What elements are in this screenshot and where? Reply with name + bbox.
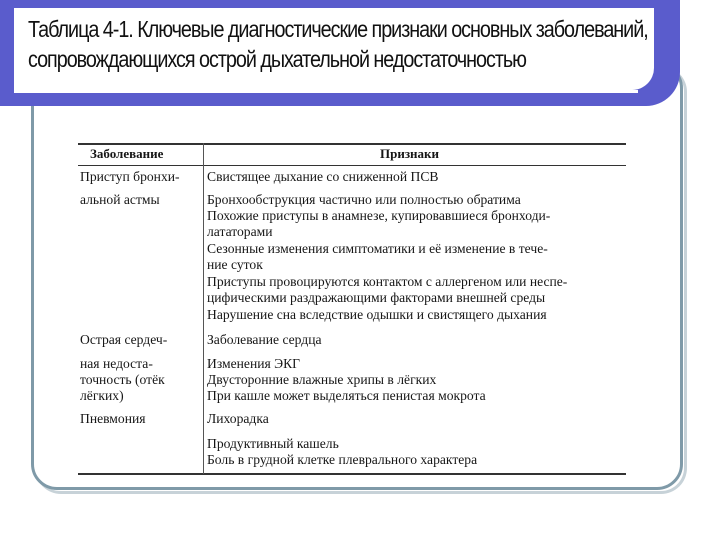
sign-line: цифическими раздражающими факторами внешней среды	[207, 290, 546, 305]
title-band	[0, 0, 680, 106]
sign-line: Приступы провоцируются контактом с аллергеном или неспе-	[207, 274, 568, 289]
sign-line: Лихорадка	[207, 411, 269, 426]
sign-line: Сезонные изменения симптоматики и её изменение в тече-	[207, 241, 548, 256]
sign-line: Похожие приступы в анамнезе, купировавшиеся бронходи-	[207, 208, 551, 223]
sign-line: Бронхообструкция частично или полностью обратима	[207, 192, 521, 207]
sign-line: Двусторонние влажные хрипы в лёгких	[207, 372, 437, 387]
sign-line: Боль в грудной клетке плеврального характера	[207, 452, 478, 467]
title-line-2: сопровождающихся острой дыхательной недостаточностью	[28, 46, 526, 72]
table-column-divider	[203, 143, 204, 474]
disease-line: точность (отёк	[80, 372, 165, 387]
sign-line: Свистящее дыхание со сниженной ПСВ	[207, 169, 439, 184]
sign-line: Продуктивный кашель	[207, 436, 339, 451]
table-bottom-rule	[78, 473, 626, 475]
disease-line: альной астмы	[80, 192, 160, 207]
sign-line: При кашле может выделяться пенистая мокрота	[207, 388, 486, 403]
slide-title	[28, 14, 648, 74]
table-top-rule	[78, 143, 626, 145]
disease-line: лёгких)	[80, 388, 124, 403]
header-signs: Признаки	[380, 146, 440, 161]
title-line-1: Таблица 4-1. Ключевые диагностические признаки основных заболеваний,	[28, 16, 648, 42]
sign-line: Нарушение сна вследствие одышки и свистящего дыхания	[207, 307, 547, 322]
sign-line: Изменения ЭКГ	[207, 356, 301, 371]
disease-line: Приступ бронхи-	[80, 169, 180, 184]
disease-line: ная недоста-	[80, 356, 153, 371]
disease-line: Острая сердеч-	[80, 332, 168, 347]
sign-line: ние суток	[207, 257, 263, 272]
sign-line: лататорами	[207, 224, 273, 239]
table-header-rule	[78, 165, 626, 166]
sign-line: Заболевание сердца	[207, 332, 322, 347]
header-disease: Заболевание	[90, 146, 164, 161]
disease-line: Пневмония	[80, 411, 146, 426]
title-underline	[14, 90, 638, 93]
